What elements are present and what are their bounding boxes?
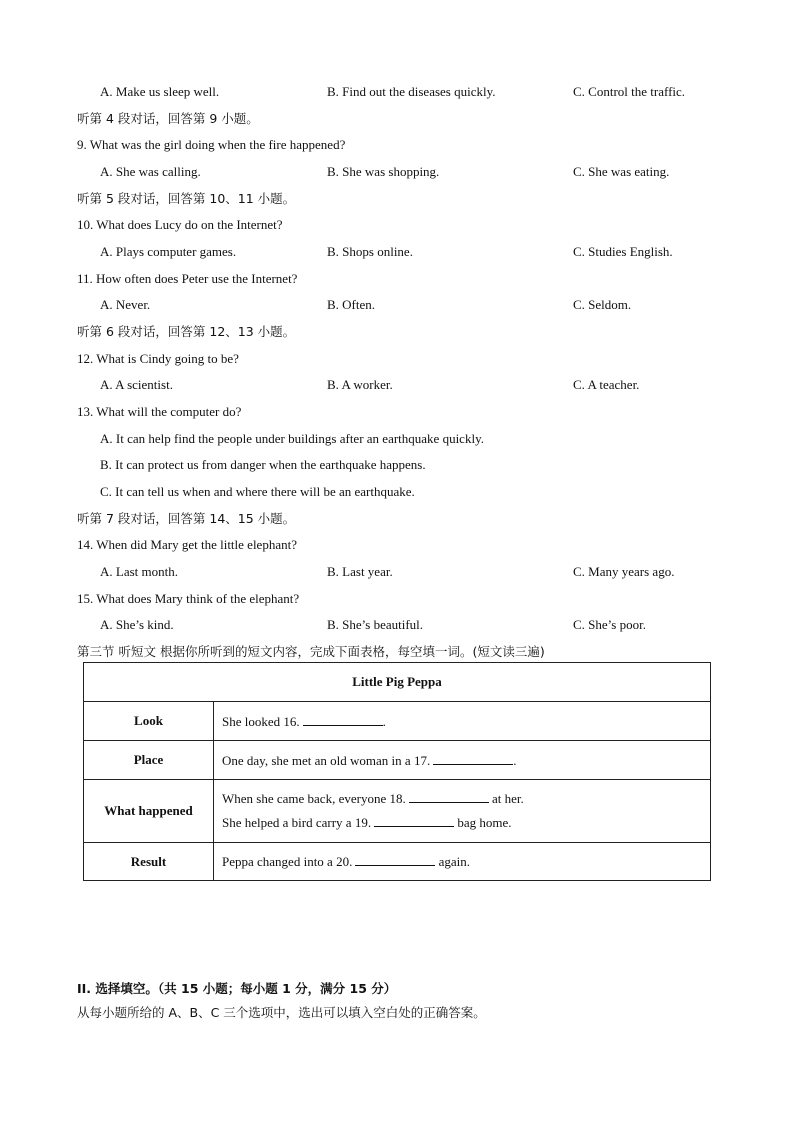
look-text: She looked 16. [222,713,300,729]
look-end: . [382,713,386,729]
q12-option-c: C. A teacher. [573,377,640,392]
q10-option-b: B. Shops online. [327,244,413,259]
section-instruction-4: 听第 4 段对话，回答第 9 小题。 [77,111,259,126]
q11-option-b: B. Often. [327,297,376,312]
q11-stem: 11. How often does Peter use the Internet? [77,271,298,286]
blank-17 [433,752,513,765]
place-text: One day, she met an old woman in a 17. [222,752,431,768]
peppa-table [83,662,711,881]
q9-option-a: A. She was calling. [100,164,201,179]
blank-19 [374,814,454,827]
q9-option-c: C. She was eating. [573,164,670,179]
q13-stem: 13. What will the computer do? [77,404,242,419]
q11-option-a: A. Never. [100,297,151,312]
what-line-2 [222,811,702,835]
section-instruction-6: 听第 6 段对话，回答第 12、13 小题。 [77,324,296,339]
blank-20 [355,853,435,866]
q15-option-c: C. She’s poor. [573,617,646,632]
q9-option-b: B. She was shopping. [327,164,440,179]
q14-stem: 14. When did Mary get the little elephant? [77,537,297,552]
row-result [214,843,711,881]
q8-option-a: A. Make us sleep well. [100,84,220,99]
row-what-happened [214,780,711,843]
q14-option-c: C. Many years ago. [573,564,675,579]
q12-option-a: A. A scientist. [100,377,173,392]
q10-option-a: A. Plays computer games. [100,244,237,259]
blank-16 [303,713,383,726]
q15-option-b: B. She’s beautiful. [327,617,424,632]
result-text: Peppa changed into a 20. [222,854,353,869]
section-3-instruction: 第三节 听短文 根据你所听到的短文内容，完成下面表格，每空填一词。(短文读三遍) [77,644,545,659]
part-2-title: II. 选择填空。（共 15 小题；每小题 1 分，满分 15 分） [77,981,397,996]
row-label-what-happened: What happened [84,780,214,843]
what-line-1 [222,787,702,811]
q10-option-c: C. Studies English. [573,244,673,259]
place-end: . [513,752,517,768]
q14-option-b: B. Last year. [327,564,393,579]
table-title: Little Pig Peppa [84,663,711,702]
blank-18 [409,790,489,803]
part-2-instruction: 从每小题所给的 A、B、C 三个选项中，选出可以填入空白处的正确答案。 [77,1005,486,1020]
q8-option-b: B. Find out the diseases quickly. [327,84,496,99]
row-label-look: Look [84,702,214,741]
q10-stem: 10. What does Lucy do on the Internet? [77,217,283,232]
what-text-2: She helped a bird carry a 19. [222,815,372,830]
what-text-1: When she came back, everyone 18. [222,791,406,806]
q14-option-a: A. Last month. [100,564,178,579]
q13-option-a: A. It can help find the people under buildings after an earthquake quickly. [100,431,484,446]
row-look [214,702,711,741]
what-end-2: bag home. [457,815,512,830]
section-instruction-7: 听第 7 段对话，回答第 14、15 小题。 [77,511,296,526]
row-label-place: Place [84,741,214,780]
q12-option-b: B. A worker. [327,377,393,392]
row-place [214,741,711,780]
q9-stem: 9. What was the girl doing when the fire happened? [77,137,346,152]
q15-stem: 15. What does Mary think of the elephant? [77,591,300,606]
q8-option-c: C. Control the traffic. [573,84,686,99]
row-label-result: Result [84,843,214,881]
q13-option-b: B. It can protect us from danger when the earthquake happens. [100,457,426,472]
section-instruction-5: 听第 5 段对话，回答第 10、11 小题。 [77,191,296,206]
what-end-1: at her. [491,791,524,806]
q15-option-a: A. She’s kind. [100,617,174,632]
q12-stem: 12. What is Cindy going to be? [77,351,239,366]
result-end: again. [438,854,470,869]
q11-option-c: C. Seldom. [573,297,632,312]
q13-option-c: C. It can tell us when and where there will be an earthquake. [100,484,415,499]
